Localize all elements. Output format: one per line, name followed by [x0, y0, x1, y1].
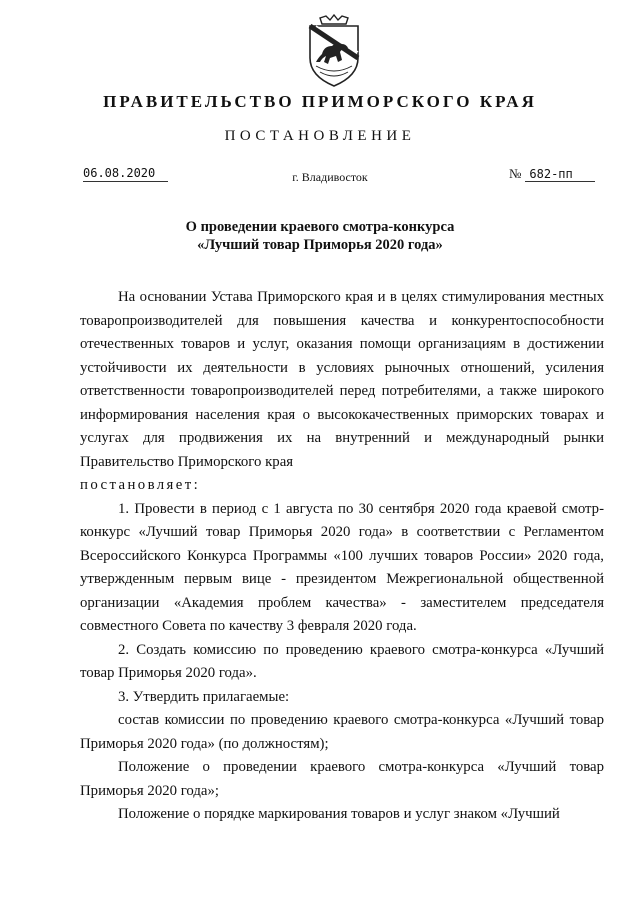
subject-line: О проведении краевого смотра-конкурса	[185, 219, 455, 235]
government-title: ПРАВИТЕЛЬСТВО ПРИМОРСКОГО КРАЯ	[103, 92, 537, 111]
resolves-paragraph	[80, 474, 604, 498]
subject-line: «Лучший товар Приморья 2020 года»	[197, 237, 443, 253]
document-type-title: ПОСТАНОВЛЕНИЕ	[224, 128, 416, 144]
item-1-paragraph: 1. Провести в период с 1 августа по 30 сентября 2020 года краевой смотр-конкурс «Лучший товар Приморья 2020 года» в соответствии с Регламентом Всероссийского Конкурса Программы «100 лучших товаров России» 2020 года, утвержденным первым вице - президентом Межрегиональной общественной организации «Академия проблем качества» - заместителем председателя совместного Совета по качеству 3 февраля 2020 года.	[80, 500, 604, 634]
document-body	[80, 286, 604, 827]
document-subject	[0, 218, 640, 254]
document-date: 06.08.2020	[83, 166, 168, 182]
document-number	[509, 166, 595, 182]
item-3a-paragraph: состав комиссии по проведению краевого смотра-конкурса «Лучший товар Приморья 2020 года» (по должностям);	[80, 712, 604, 752]
document-city: г. Владивосток	[292, 170, 368, 184]
item-2-paragraph: 2. Создать комиссию по проведению краевого смотра-конкурса «Лучший товар Приморья 2020 года».	[80, 641, 604, 681]
item-3c-paragraph: Положение о порядке маркирования товаров и услуг знаком «Лучший	[118, 806, 560, 822]
coat-of-arms-icon	[302, 14, 366, 88]
preamble-paragraph: На основании Устава Приморского края и в целях стимулирования местных товаропроизводителей для повышения качества и конкурентоспособности отечественных товаров и услуг, оказания помощи организациям в достижении устойчивости их деятельности в условиях рыночных отношений, усиления ответственности товаропроизводителей перед потребителями, а также широкого информирования населения края о высококачественных приморских товарах и услугах для продвижения их на внутренний и международный рынки Правительство Приморского края	[80, 289, 604, 470]
number-sign: №	[509, 166, 522, 181]
resolves-word: постановляет:	[80, 477, 201, 493]
item-3b-paragraph: Положение о проведении краевого смотра-конкурса «Лучший товар Приморья 2020 года»;	[80, 759, 604, 799]
item-3-paragraph: 3. Утвердить прилагаемые:	[118, 688, 290, 705]
number-value: 682-пп	[525, 167, 595, 182]
